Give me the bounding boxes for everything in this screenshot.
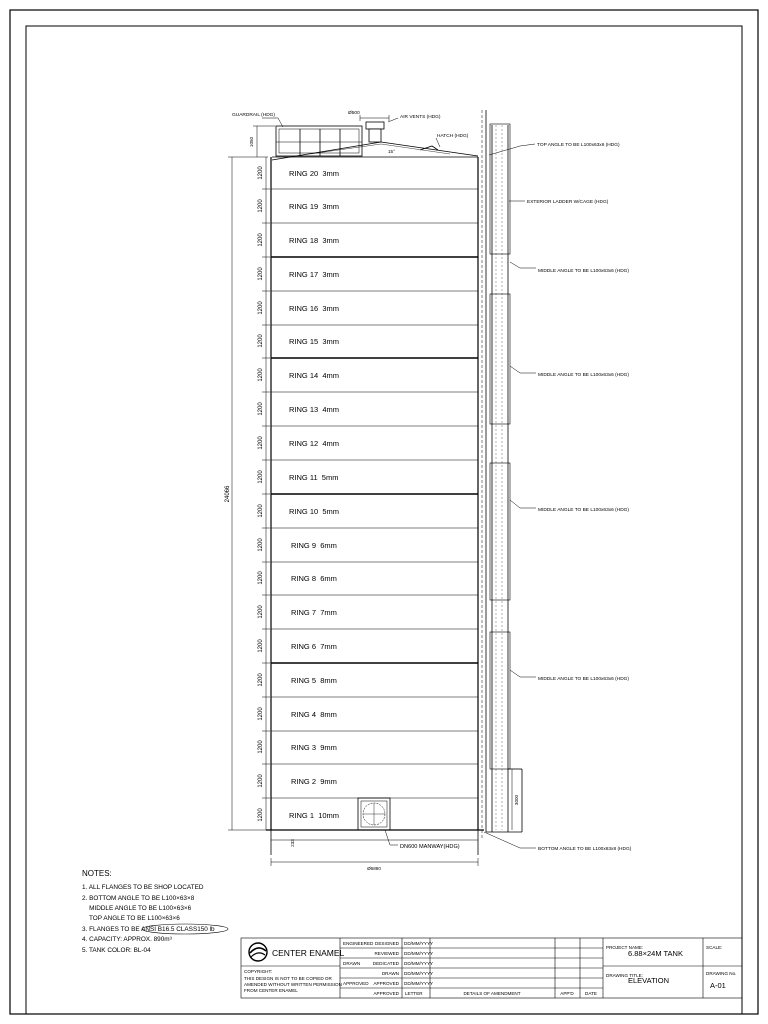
air-vent — [360, 115, 389, 142]
scale-label: SCALE: — [706, 945, 723, 950]
copyright-line-2: AMENDED WITHOUT WRITTEN PERMISSION — [244, 982, 342, 987]
guardrail — [276, 126, 362, 156]
sign-row-5-date: DD/MM/YYYY — [404, 981, 434, 986]
ring-9-label: RING 9 6mm — [291, 541, 337, 550]
note-5: 5. TANK COLOR: BL-04 — [82, 947, 151, 954]
sign-row-1-right: DESIGNED — [375, 941, 399, 946]
outer-border — [10, 10, 758, 1014]
guardrail-height-label: 1050 — [249, 136, 254, 148]
amend-header-appd: APP'D — [560, 991, 574, 996]
ring-2-height: 1200 — [258, 774, 264, 788]
sign-row-3-date: DD/MM/YYYY — [404, 961, 434, 966]
diameter-label: Ø6880 — [367, 866, 381, 871]
sign-row-5-left: APPROVED — [343, 981, 369, 986]
ring-19-label: RING 19 3mm — [289, 202, 340, 211]
note-2b: MIDDLE ANGLE TO BE L100×63×6 — [82, 905, 192, 912]
note-1: 1. ALL FLANGES TO BE SHOP LOCATED — [82, 884, 204, 891]
copyright-line-1: THIS DESIGN IS NOT TO BE COPIED OR — [244, 976, 332, 981]
copyright-title: COPYRIGHT: — [244, 969, 273, 974]
copyright-line-3: FROM CENTER ENAMEL — [244, 988, 298, 993]
ring-10-label: RING 10 5mm — [289, 507, 340, 516]
ring-12-label: RING 12 4mm — [289, 439, 340, 448]
ring-height-dimension — [262, 157, 270, 830]
project-name: 6.88×24M TANK — [628, 949, 683, 958]
project-label: PROJECT NAME: — [606, 945, 644, 950]
ring-15-height: 1200 — [258, 334, 264, 348]
ring-4-height: 1200 — [258, 707, 264, 721]
notes — [82, 869, 228, 954]
note-4: 4. CAPACITY: APPROX. 890m³ — [82, 936, 172, 943]
ring-2-label: RING 2 9mm — [291, 777, 337, 786]
roof-slope-label: 15° — [388, 149, 395, 154]
ring-height-labels — [258, 166, 264, 822]
ring-5-label: RING 5 8mm — [291, 676, 337, 685]
air-vents-dim-callout: Ø500 — [348, 111, 360, 116]
guardrail-dimension — [253, 126, 275, 157]
amend-header-date: DATE — [585, 991, 597, 996]
amend-header-letter: LETTER — [405, 991, 423, 996]
tank-roof — [272, 142, 478, 160]
notes-title: NOTES: — [82, 869, 112, 878]
total-height-label: 24066 — [225, 485, 231, 503]
sign-row-4-date: DD/MM/YYYY — [404, 971, 434, 976]
ring-8-height: 1200 — [258, 571, 264, 585]
drawing-title-label: DRAWING TITLE: — [606, 973, 644, 978]
air-vents-callout: AIR VENTS (HDG) — [400, 115, 441, 120]
ring-15-label: RING 15 3mm — [289, 337, 340, 346]
company-logo — [249, 943, 345, 961]
base-dim-label: 233 — [290, 839, 295, 847]
title-block — [241, 938, 742, 998]
ring-18-label: RING 18 3mm — [289, 236, 340, 245]
ring-14-label: RING 14 4mm — [289, 371, 340, 380]
drawing-no: A-01 — [710, 981, 726, 990]
ring-13-label: RING 13 4mm — [289, 405, 340, 414]
sign-row-3-left: DRAWN — [343, 961, 361, 966]
ladder-bottom-dim-label: 3000 — [514, 794, 519, 806]
ring-4-label: RING 4 8mm — [291, 710, 337, 719]
ring-7-label: RING 7 7mm — [291, 608, 337, 617]
ring-1-label: RING 1 10mm — [289, 811, 340, 820]
foundation — [271, 830, 478, 855]
ring-20-height: 1200 — [258, 166, 264, 180]
ring-1-height: 1200 — [258, 808, 264, 822]
sign-row-1-left: ENGINEERED — [343, 941, 374, 946]
middle-angle-callout-4: MIDDLE ANGLE TO BE L100x63x6 (HDG) — [538, 677, 629, 682]
bottom-angle-callout: BOTTOM ANGLE TO BE L100x63x8 (HDG) — [538, 847, 632, 852]
sign-row-5-right: APPROVED — [373, 981, 399, 986]
middle-angle-callout-3: MIDDLE ANGLE TO BE L100x63x6 (HDG) — [538, 508, 629, 513]
guardrail-callout: GUARDRAIL (HDG) — [232, 113, 275, 118]
diameter-dimension — [271, 858, 478, 866]
ring-9-height: 1200 — [258, 538, 264, 552]
sign-row-4-right: DRAWN — [381, 971, 399, 976]
ring-11-height: 1200 — [258, 470, 264, 484]
note-2c: TOP ANGLE TO BE L100×63×6 — [82, 915, 180, 922]
drawing-no-label: DRAWING No. — [706, 971, 737, 976]
sign-row-3-right: DEDICATED — [372, 961, 399, 966]
company-name: CENTER ENAMEL — [272, 948, 345, 958]
hatch-callout: HATCH (HDG) — [437, 134, 469, 139]
exterior-ladder — [486, 110, 522, 832]
drawing-title: ELEVATION — [628, 976, 669, 985]
sign-row-1-date: DD/MM/YYYY — [404, 941, 434, 946]
ring-17-label: RING 17 3mm — [289, 270, 340, 279]
ring-14-height: 1200 — [258, 368, 264, 382]
ring-5-height: 1200 — [258, 673, 264, 687]
sign-row-2-date: DD/MM/YYYY — [404, 951, 434, 956]
ladder-callout: EXTERIOR LADDER W/CAGE (HDG) — [527, 200, 609, 205]
ring-3-label: RING 3 9mm — [291, 743, 337, 752]
inner-border — [26, 26, 742, 1014]
sign-row-2-right: REVIEWED — [374, 951, 399, 956]
ring-19-height: 1200 — [258, 199, 264, 213]
ring-7-height: 1200 — [258, 605, 264, 619]
ring-6-height: 1200 — [258, 639, 264, 653]
ring-8-label: RING 8 6mm — [291, 574, 337, 583]
ring-6-label: RING 6 7mm — [291, 642, 337, 651]
leader-lines — [262, 118, 536, 848]
sign-row-6-right: APPROVED — [373, 991, 399, 996]
ring-16-label: RING 16 3mm — [289, 304, 340, 313]
amend-header-details: DETAILS OF AMENDMENT — [463, 991, 521, 996]
middle-angle-callout-1: MIDDLE ANGLE TO BE L100x63x6 (HDG) — [538, 269, 629, 274]
ring-16-height: 1200 — [258, 301, 264, 315]
top-angle-callout: TOP ANGLE TO BE L100x63x6 (HDG) — [537, 143, 620, 148]
total-height-dimension — [228, 157, 268, 830]
ring-3-height: 1200 — [258, 740, 264, 754]
ring-18-height: 1200 — [258, 233, 264, 247]
ring-20-label: RING 20 3mm — [289, 169, 340, 178]
ring-separators — [271, 189, 478, 798]
ring-12-height: 1200 — [258, 436, 264, 450]
ring-17-height: 1200 — [258, 267, 264, 281]
ring-11-label: RING 11 5mm — [289, 473, 339, 482]
ring-13-height: 1200 — [258, 402, 264, 416]
middle-angle-callout-2: MIDDLE ANGLE TO BE L100x63x6 (HDG) — [538, 373, 629, 378]
note-3: 3. FLANGES TO BE ANSI B16.5 CLASS150 lb — [82, 926, 215, 933]
manway-callout: DN600 MANWAY(HDG) — [400, 844, 460, 850]
ring-10-height: 1200 — [258, 504, 264, 518]
note-2: 2. BOTTOM ANGLE TO BE L100×63×8 — [82, 895, 195, 902]
manway — [358, 798, 390, 830]
